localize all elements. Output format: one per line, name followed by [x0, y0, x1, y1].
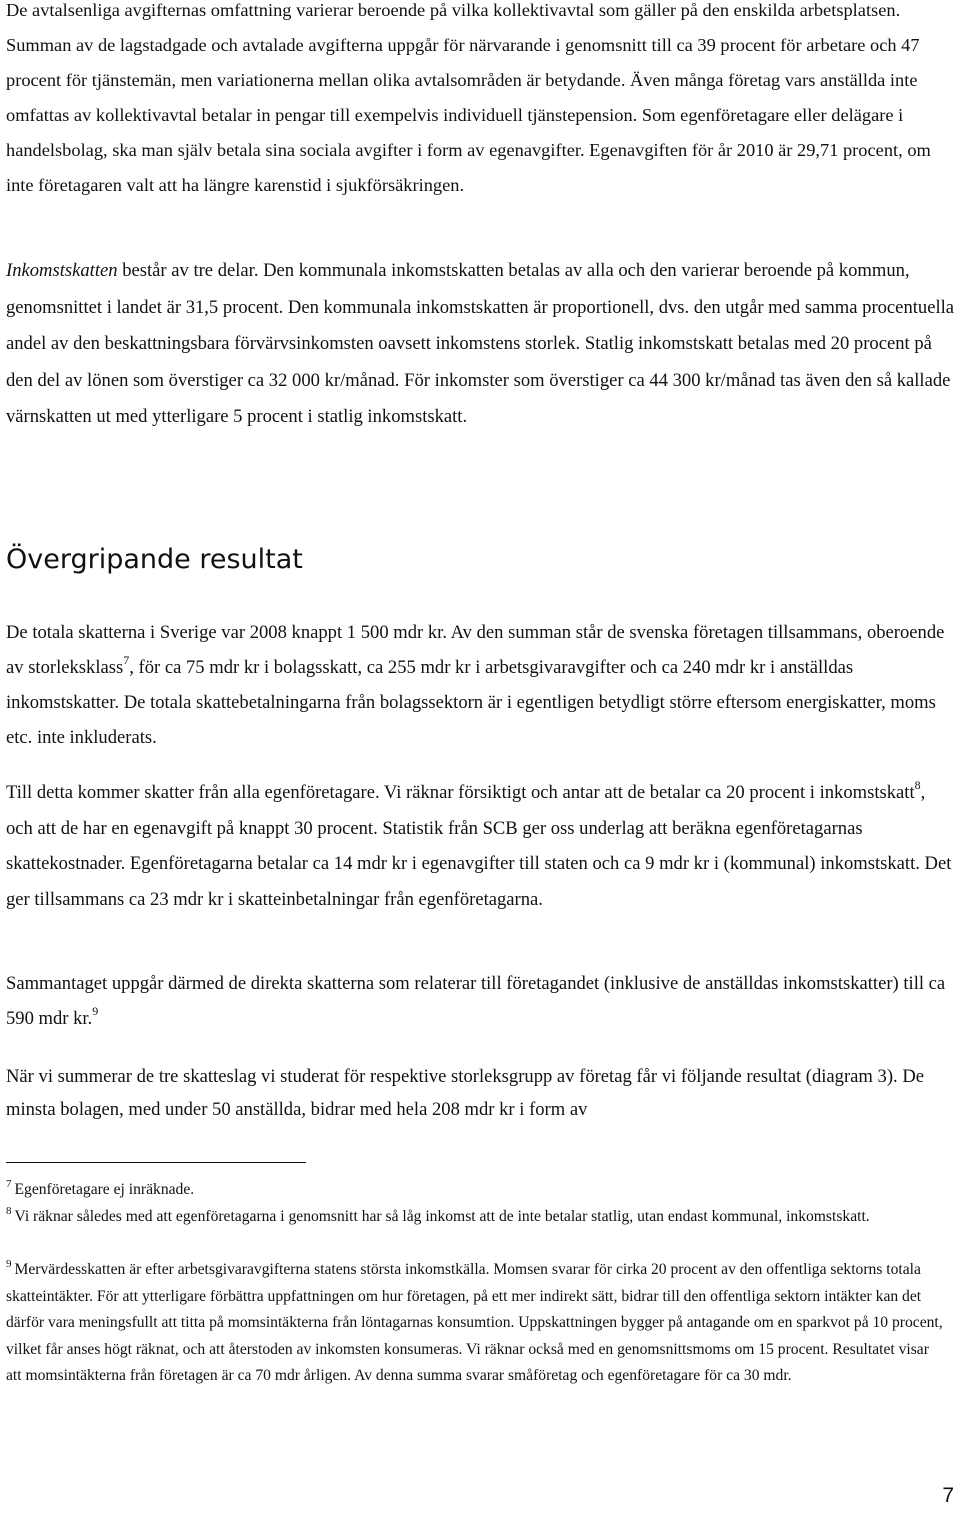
footnote-divider [6, 1162, 306, 1163]
footnote-ref-9[interactable]: 9 [92, 1004, 99, 1018]
paragraph-egenforetagare [6, 775, 956, 917]
paragraph-inkomstskatt-text: består av tre delar. Den kommunala inkomstskatten betalas av alla och den varierar beroende på kommun, genomsnittet i landet är 31,5 procent. Den kommunala inkomstskatten är proportionell, dvs. den utgår med samma procentuella andel av den beskattningsbara förvärvsinkomsten oavsett inkomstens storlek. Statlig inkomstskatt betalas med 20 procent på den del av lönen som överstiger ca 32 000 kr/månad. För inkomster som överstiger ca 44 300 kr/månad tas även den så kallade värnskatten ut med ytterligare 5 procent i statlig inkomstskatt. [6, 260, 955, 427]
footnote-text: Vi räknar således med att egenföretagarna i genomsnitt har så låg inkomst att de inte betalar statlig, utan endast kommunal, inkomstskatt. [14, 1208, 870, 1225]
paragraph-text: , och att de har en egenavgift på knappt 30 procent. Statistik från SCB ger oss underlag att beräkna egenföretagarnas skattekostnader. Egenföretagarna betalar ca 14 mdr kr i egenavgifter till staten och ca 9 mdr kr i (kommunal) inkomstskatt. Det ger tillsammans ca 23 mdr kr i skatteinbetalningar från egenföretagarna. [6, 782, 952, 910]
footnote-ref-7[interactable]: 7 [123, 653, 130, 667]
footnote-number: 7 [6, 1178, 12, 1190]
paragraph-text: De totala skatterna i Sverige var 2008 knappt 1 500 mdr kr. Av den summan står de svenska företagen tillsammans, oberoende av storleksklass [6, 622, 945, 678]
paragraph-text: Sammantaget uppgår därmed de direkta skatterna som relaterar till företagandet (inklusive de anställdas inkomstskatter) till ca 590 mdr kr. [6, 973, 946, 1029]
footnote-number: 9 [6, 1258, 12, 1270]
paragraph-avgifter: De avtalsenliga avgifternas omfattning varierar beroende på vilka kollektivavtal som gäller på den enskilda arbetsplatsen. Summan av de lagstadgade och avtalade avgifterna uppgår för närvarande i genomsnitt till ca 39 procent för arbetare och 47 procent för tjänstemän, men variationerna mellan olika avtalsområden är betydande. Även många företag vars anställda inte omfattas av kollektivavtal betalar in pengar till exempelvis individuell tjänstepension. Som egenföretagare eller delägare i handelsbolag, ska man själv betala sina sociala avgifter i form av egenavgifter. Egenavgiften för år 2010 är 29,71 procent, om inte företagaren valt att ha längre karenstid i sjukförsäkringen. [6, 0, 931, 195]
footnote-ref-8[interactable]: 8 [914, 778, 921, 792]
paragraph-sammantaget [6, 966, 956, 1036]
page-number: 7 [942, 1484, 954, 1507]
paragraph-totala-skatter [6, 615, 956, 755]
paragraph-text: , för ca 75 mdr kr i bolagsskatt, ca 255 mdr kr i arbetsgivaravgifter och ca 240 mdr kr i anställdas inkomstskatter. De totala skattebetalningarna från bolagssektorn är i egentligen betydligt större eftersom energiskatter, moms etc. inte inkluderats. [6, 657, 936, 748]
footnote-text: Mervärdesskatten är efter arbetsgivaravgifterna statens största inkomstkälla. Momsen svarar för cirka 20 procent av den offentliga sektorns totala skatteintäkter. För att ytterligare förbättra uppfattningen om hur företagen, på ett mer indirekt sätt, bidrar till den offentliga sektorn intäkter kan det därför vara meningsfullt att titta på momsintäkterna från löntagarnas konsumtion. Uppskattningen bygger på antagande om en sparkvot på 10 procent, vilket får anses högt räknat, och att återstoden av inkomsten konsumeras. Vi räknar också med en genomsnittsmoms om 15 procent. Resultatet visar att momsintäkterna från företagen är ca 70 mdr årligen. Av denna summa svarar småföretag och egenföretagare för ca 30 mdr. [6, 1261, 943, 1384]
paragraph-inkomstskatt [6, 253, 956, 436]
italic-term: Inkomstskatten [6, 260, 118, 281]
footnote-text: Egenföretagare ej inräknade. [14, 1181, 195, 1198]
footnote-number: 8 [6, 1205, 12, 1217]
paragraph-summering: När vi summerar de tre skatteslag vi studerat för respektive storleksgrupp av företag får vi följande resultat (diagram 3). De minsta bolagen, med under 50 anställda, bidrar med hela 208 mdr kr i form av [6, 1066, 924, 1120]
footnote-9 [6, 1257, 946, 1390]
footnote-7 [6, 1177, 946, 1204]
paragraph-text: Till detta kommer skatter från alla egenföretagare. Vi räknar försiktigt och antar att de betalar ca 20 procent i inkomstskatt [6, 782, 915, 803]
section-heading: Övergripande resultat [6, 544, 303, 575]
footnote-8 [6, 1204, 946, 1231]
